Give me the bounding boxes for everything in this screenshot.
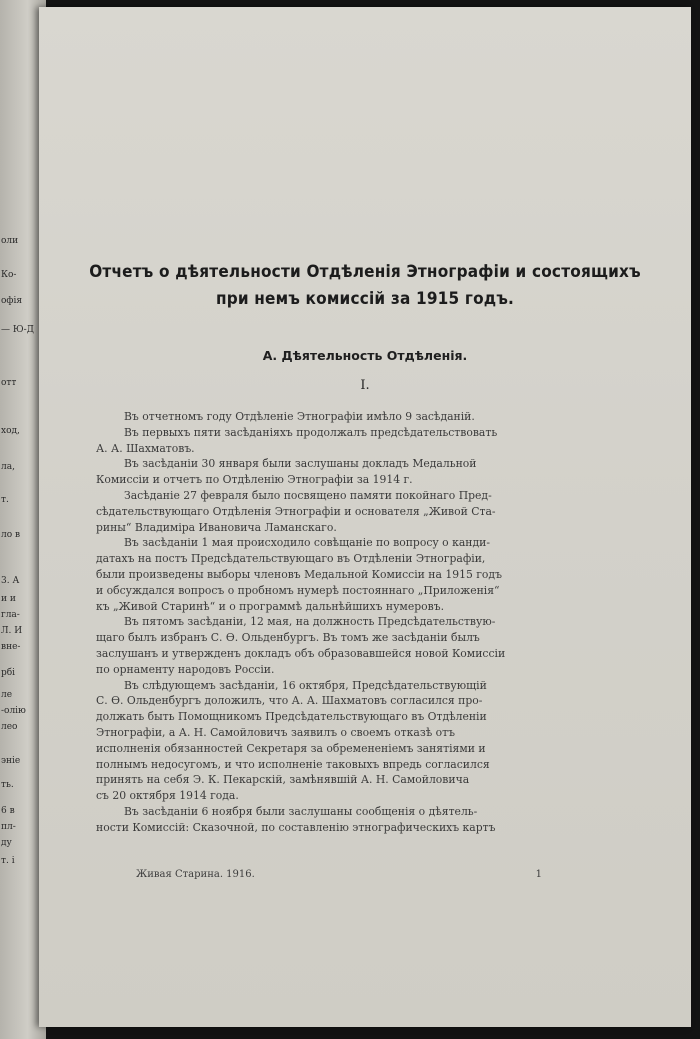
body-line: сѣдательствующаго Отдѣленія Этнографіи и основателя „Живой Ста-: [96, 504, 496, 518]
edge-fragment: пл-: [1, 822, 16, 832]
edge-fragment: 3. А: [1, 576, 20, 586]
document-title: [59, 259, 671, 313]
edge-fragment: рбі: [1, 668, 16, 678]
edge-fragment: эніе: [1, 756, 21, 766]
body-line: должать быть Помощникомъ Предсѣдательствующаго въ Отдѣленіи: [96, 710, 487, 724]
body-line: были произведены выборы членовъ Медальной Комиссіи на 1915 годъ: [96, 567, 502, 581]
edge-fragment: вне-: [1, 642, 21, 652]
body-line: по орнаменту народовъ Россіи.: [96, 662, 275, 676]
body-line: Въ слѣдующемъ засѣданіи, 16 октября, Предсѣдательствующій: [124, 678, 487, 692]
title-line: Отчетъ о дѣятельности Отдѣленія Этнографіи и состоящихъ: [89, 262, 641, 282]
footer-signature: Живая Старина. 1916.: [136, 869, 255, 880]
document-page: [39, 7, 691, 1027]
edge-fragment: ле: [1, 690, 13, 700]
body-line: рины“ Владиміра Ивановича Ламанскаго.: [96, 520, 337, 534]
body-line: полнымъ недосугомъ, и что исполненіе таковыхъ впредь согласился: [96, 757, 490, 771]
body-line: Засѣданіе 27 февраля было посвящено памяти покойнаго Пред-: [124, 488, 492, 502]
body-line: Въ отчетномъ году Отдѣленіе Этнографіи имѣло 9 засѣданій.: [124, 410, 475, 423]
edge-fragment: офія: [1, 296, 23, 306]
body-line: и обсуждался вопросъ о пробномъ нумерѣ постояннаго „Приложенія“: [96, 583, 500, 597]
edge-fragment: ход,: [1, 426, 20, 436]
page-number: 1: [535, 869, 542, 880]
body-line: Въ пятомъ засѣданіи, 12 мая, на должность Предсѣдательствую-: [124, 615, 496, 629]
edge-fragment: ду: [1, 838, 12, 848]
body-line: къ „Живой Старинѣ“ и о программѣ дальнѣйшихъ нумеровъ.: [96, 599, 445, 613]
body-line: Въ засѣданіи 30 января были заслушаны докладъ Медальной: [124, 457, 477, 471]
edge-fragment: т. і: [1, 856, 15, 866]
body-line: исполненія обязанностей Секретаря за обремененіемъ занятіями и: [96, 741, 486, 755]
body-line: съ 20 октября 1914 года.: [96, 789, 239, 803]
edge-fragment: Л. И: [1, 626, 23, 636]
edge-fragment: -олію: [1, 706, 26, 716]
body-line: С. Ѳ. Ольденбургъ доложилъ, что А. А. Шахматовъ согласился про-: [96, 694, 483, 708]
body-line: принять на себя Э. К. Пекарскій, замѣнявшій А. Н. Самойловича: [96, 773, 470, 787]
body-line: Въ первыхъ пяти засѣданіяхъ продолжалъ предсѣдательствовать: [124, 425, 498, 439]
body-line: ности Комиссій: Сказочной, по составленію этнографическихъ картъ: [96, 820, 496, 834]
edge-fragment: лео: [1, 722, 18, 732]
body-line: Этнографіи, а А. Н. Самойловичъ заявилъ о своемъ отказѣ отъ: [96, 725, 456, 739]
body-line: Комиссіи и отчетъ по Отдѣленію Этнографіи за 1914 г.: [96, 473, 413, 487]
section-heading: А. Дѣятельность Отдѣленія.: [262, 348, 468, 363]
body-text: [96, 409, 591, 836]
edge-fragment: т.: [1, 495, 9, 505]
edge-fragment: отт: [1, 378, 17, 388]
body-line: датахъ на постъ Предсѣдательствующаго въ Отдѣленіи Этнографіи,: [96, 552, 486, 566]
edge-fragment: гла-: [1, 610, 20, 620]
edge-fragment: Ко-: [1, 270, 17, 280]
edge-fragment: ло в: [1, 530, 21, 540]
section-number: I.: [360, 378, 370, 393]
body-line: Въ засѣданіи 1 мая происходило совѣщаніе по вопросу о канди-: [124, 536, 490, 550]
body-line: щаго былъ избранъ С. Ѳ. Ольденбургъ. Въ томъ же засѣданіи былъ: [96, 631, 480, 645]
edge-fragment: — Ю-Д: [1, 325, 34, 335]
edge-fragment: ть.: [1, 780, 14, 790]
edge-fragment: ла,: [1, 462, 15, 472]
body-line: заслушанъ и утвержденъ докладъ объ образовавшейся новой Комиссіи: [96, 646, 506, 660]
edge-fragment: 6 в: [1, 806, 15, 816]
body-line: А. А. Шахматовъ.: [96, 441, 195, 455]
edge-fragment: и и: [1, 594, 16, 604]
title-line: при немъ комиссій за 1915 годъ.: [215, 289, 515, 309]
body-line: Въ засѣданіи 6 ноября были заслушаны сообщенія о дѣятель-: [124, 804, 478, 818]
edge-fragment: оли: [1, 236, 19, 246]
